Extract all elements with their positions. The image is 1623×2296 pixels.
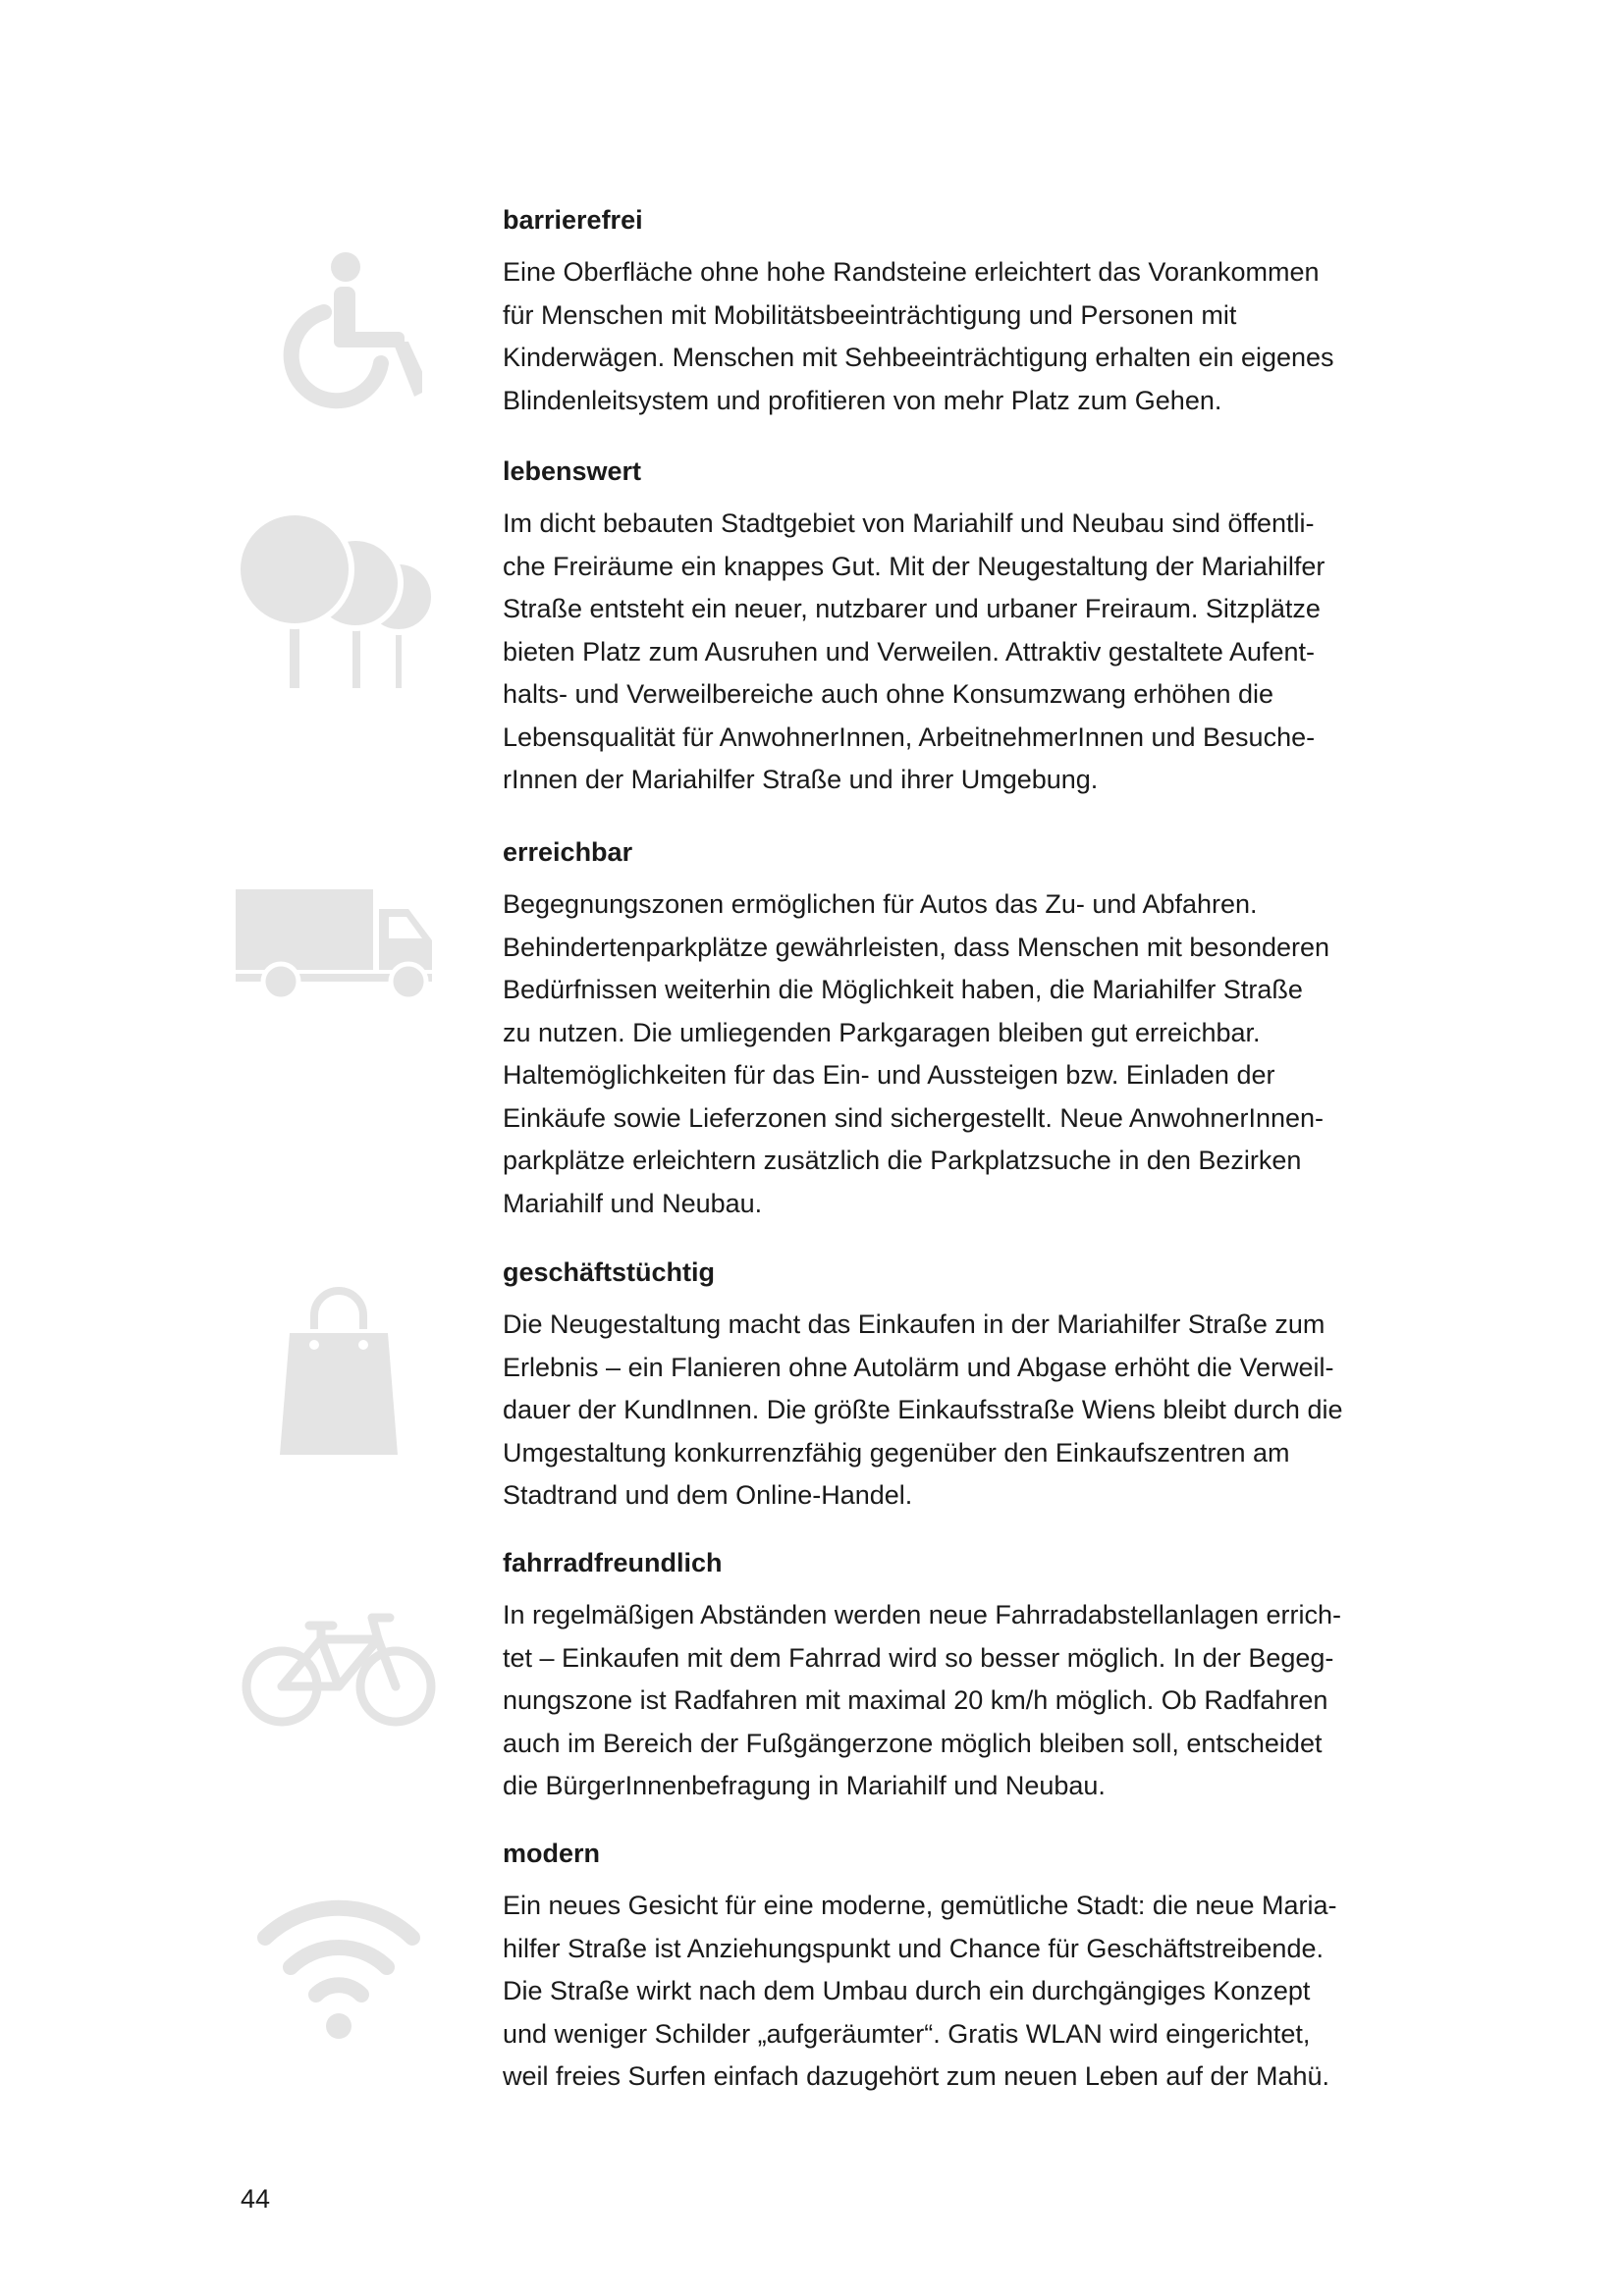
section-body: Begegnungszonen ermöglichen für Autos das Zu- und Abfahren. Behindertenparkplätze gewährleisten, dass Menschen mit besonderen Bedürfnissen weiterhin die Möglichkeit haben, die Mariahilfer Straße zu nutzen. Die umliegenden Parkgaragen bleiben gut erreichbar. Haltemöglichkeiten für das Ein- und Aussteigen bzw. Einladen der Einkäufe sowie Lieferzonen sind sichergestellt. Neue AnwohnerInnen- parkplätze erleichtern zusätzlich die Parkplatzsuche in den Bezirken Mariahilf und Neubau. [503, 889, 1330, 1218]
section-text [503, 200, 1386, 422]
section-heading: modern [503, 1839, 601, 1868]
section-heading: geschäftstüchtig [503, 1257, 716, 1287]
section-text [503, 1543, 1386, 1808]
section-text [503, 1253, 1386, 1518]
truck-icon [226, 880, 452, 1007]
section-heading: erreichbar [503, 837, 633, 867]
section-body: Ein neues Gesicht für eine moderne, gemütliche Stadt: die neue Maria- hilfer Straße ist Anziehungspunkt und Chance für Geschäftstreibende. Die Straße wirkt nach dem Umbau durch ein durchgängiges Konzept und weniger Schilder „aufgeräumter“. Gratis WLAN wird eingerichtet, weil freies Surfen einfach dazugehört zum neuen Leben auf der Mahü. [503, 1891, 1337, 2091]
section-body: Eine Oberfläche ohne hohe Randsteine erleichtert das Vorankommen für Menschen mit Mobilitätsbeeinträchtigung und Personen mit Kinderwägen. Menschen mit Sehbeeinträchtigung erhalten ein eigenes Blindenleitsystem und profitieren von mehr Platz zum Gehen. [503, 257, 1334, 415]
section-body: In regelmäßigen Abständen werden neue Fahrradabstellanlagen errich- tet – Einkaufen mit dem Fahrrad wird so besser möglich. In der Begeg- nungszone ist Radfahren mit maximal 20 km/h möglich. Ob Radfahren auch im Bereich der Fußgängerzone möglich bleiben soll, entscheidet die BürgerInnenbefragung in Mariahilf und Neubau. [503, 1600, 1342, 1800]
section-heading: lebenswert [503, 456, 642, 486]
section-heading: barrierefrei [503, 205, 643, 235]
section-body: Die Neugestaltung macht das Einkaufen in der Mariahilfer Straße zum Erlebnis – ein Flanieren ohne Autolärm und Abgase erhöht die Verweil- dauer der KundInnen. Die größte Einkaufsstraße Wiens bleibt durch die Umgestaltung konkurrenzfähig gegenüber den Einkaufszentren am Stadtrand und dem Online-Handel. [503, 1309, 1343, 1510]
section-text [503, 1834, 1386, 2099]
wifi-icon [226, 1895, 452, 2042]
section-heading: fahrradfreundlich [503, 1548, 723, 1577]
bicycle-icon [226, 1604, 452, 1732]
wheelchair-icon [226, 247, 452, 414]
page-number: 44 [241, 2184, 271, 2214]
section-body: Im dicht bebauten Stadtgebiet von Mariahilf und Neubau sind öffentli- che Freiräume ein knappes Gut. Mit der Neugestaltung der Mariahilfer Straße entsteht ein neuer, nutzbarer und urbaner Freiraum. Sitzplätze bieten Platz zum Ausruhen und Verweilen. Attraktiv gestaltete Aufent- halts- und Verweilbereiche auch ohne Konsumzwang erhöhen die Lebensqualität für AnwohnerInnen, ArbeitnehmerInnen und Besuche- rInnen der Mariahilfer Straße und ihrer Umgebung. [503, 508, 1325, 794]
trees-icon [226, 508, 452, 695]
shopping-bag-icon [226, 1282, 452, 1459]
section-text [503, 452, 1386, 802]
section-text [503, 832, 1386, 1225]
